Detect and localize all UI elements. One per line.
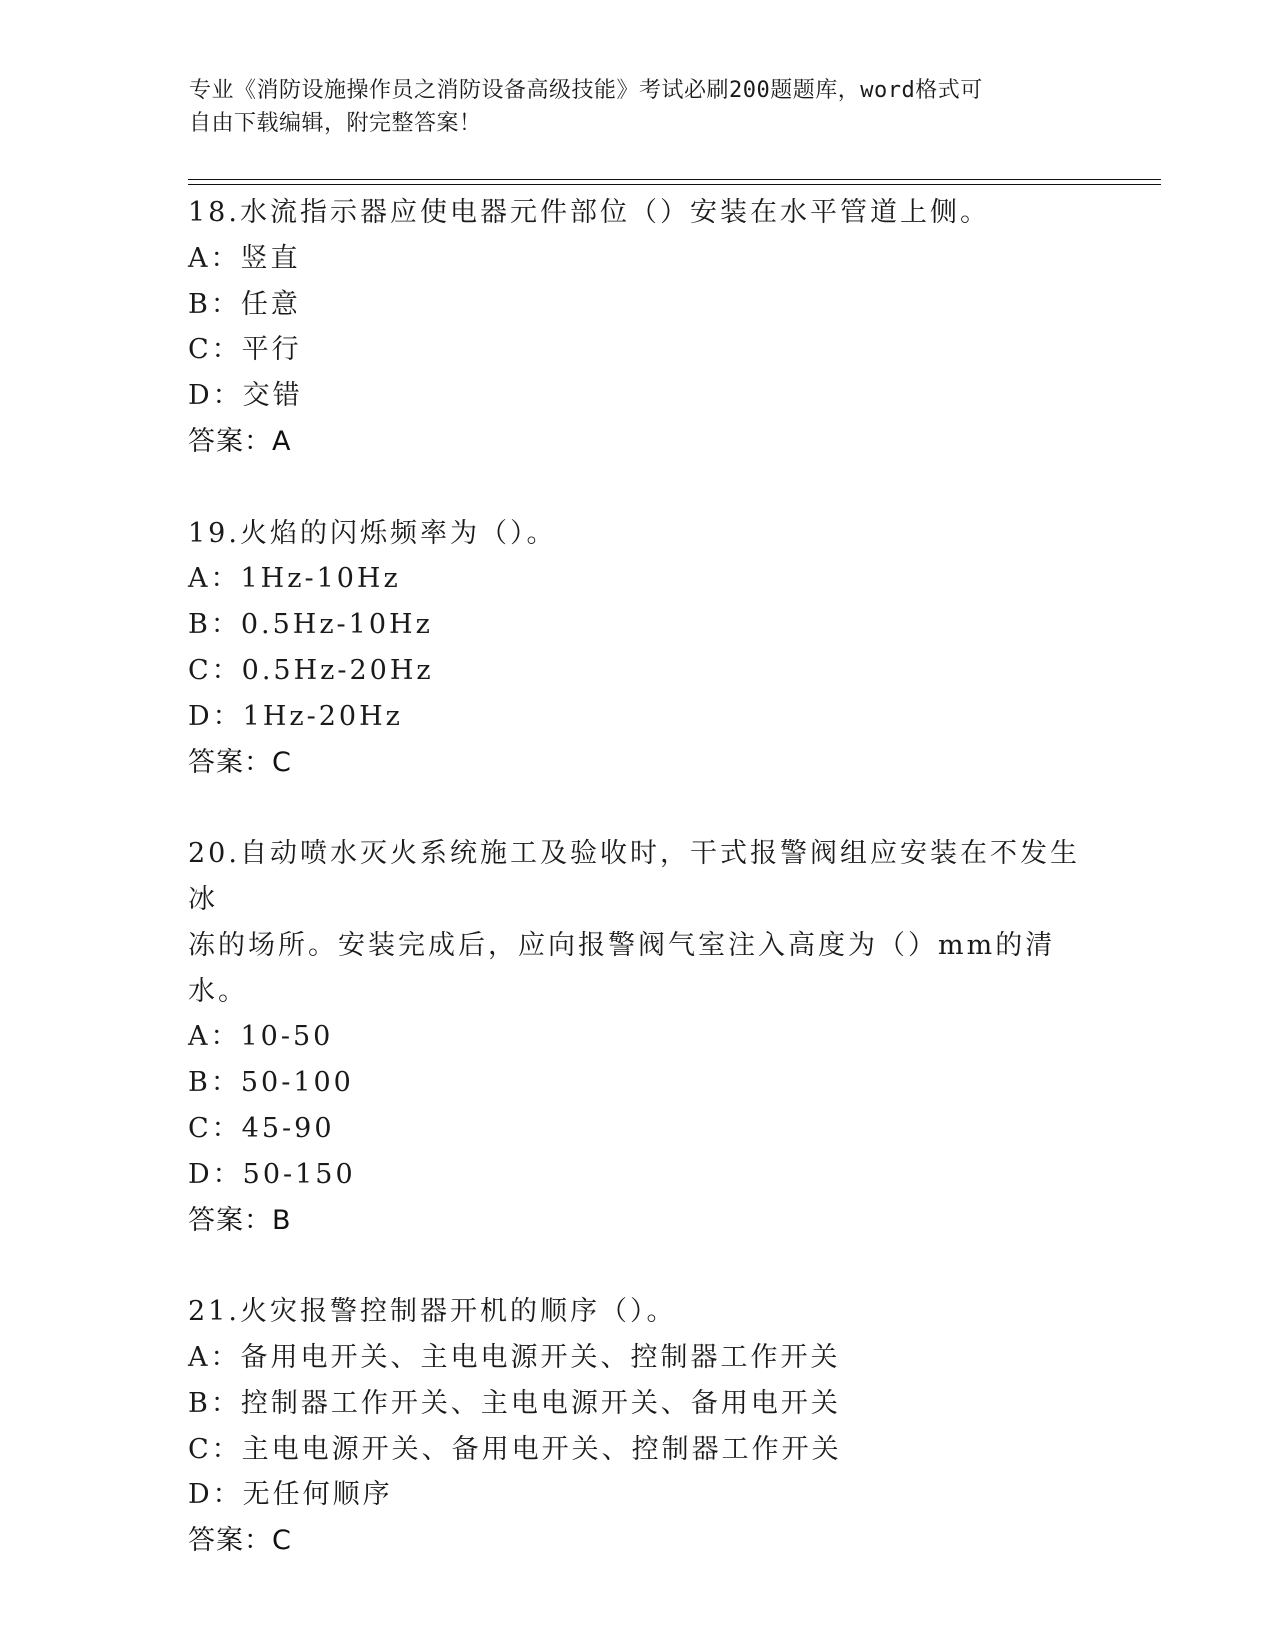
question-20 [188, 831, 1088, 1243]
header-divider-bottom [188, 184, 1161, 185]
option-d: D：交错 [188, 380, 303, 412]
option-c: C：主电电源开关、备用电开关、控制器工作开关 [188, 1433, 842, 1465]
option-d: D：1Hz-20Hz [188, 700, 403, 732]
question-list [188, 190, 1088, 1564]
option-a: A：10-50 [188, 1021, 334, 1053]
option-b: B：0.5Hz-10Hz [188, 609, 433, 641]
question-21 [188, 1289, 1088, 1564]
option-d: D：无任何顺序 [188, 1479, 393, 1511]
question-stem: 19.火焰的闪烁频率为（）。 [188, 517, 557, 549]
question-18 [188, 190, 1088, 465]
header-divider-top [188, 179, 1161, 180]
option-c: C：45-90 [188, 1112, 335, 1144]
answer-line: 答案：B [188, 1204, 292, 1236]
option-a: A：竖直 [188, 242, 301, 274]
option-a: A：1Hz-10Hz [188, 563, 401, 595]
document-header [189, 74, 1089, 140]
question-stem-line-2: 冻的场所。安装完成后，应向报警阀气室注入高度为（）mm的清水。 [188, 929, 1056, 1007]
question-stem-line-1: 20.自动喷水灭火系统施工及验收时，干式报警阀组应安装在不发生冰 [188, 838, 1080, 915]
option-c: C：0.5Hz-20Hz [188, 654, 434, 686]
option-c: C：平行 [188, 334, 302, 366]
answer-line: 答案：A [188, 425, 292, 457]
question-19 [188, 511, 1088, 786]
question-stem: 21.火灾报警控制器开机的顺序（）。 [188, 1296, 677, 1328]
question-spacer [188, 785, 1088, 831]
option-b: B：50-100 [188, 1067, 354, 1099]
question-stem: 18.水流指示器应使电器元件部位（）安装在水平管道上侧。 [188, 197, 990, 228]
option-a: A：备用电开关、主电电源开关、控制器工作开关 [188, 1341, 841, 1373]
option-b: B：任意 [188, 288, 301, 320]
answer-line: 答案：C [188, 746, 292, 778]
question-spacer [188, 465, 1088, 511]
option-d: D：50-150 [188, 1158, 356, 1190]
answer-line: 答案：C [188, 1525, 292, 1557]
option-b: B：控制器工作开关、主电电源开关、备用电开关 [188, 1387, 841, 1419]
header-line-2: 自由下载编辑，附完整答案！ [189, 111, 482, 136]
header-line-1: 专业《消防设施操作员之消防设备高级技能》考试必刷200题题库，word格式可 [189, 78, 983, 103]
question-spacer [188, 1243, 1088, 1289]
